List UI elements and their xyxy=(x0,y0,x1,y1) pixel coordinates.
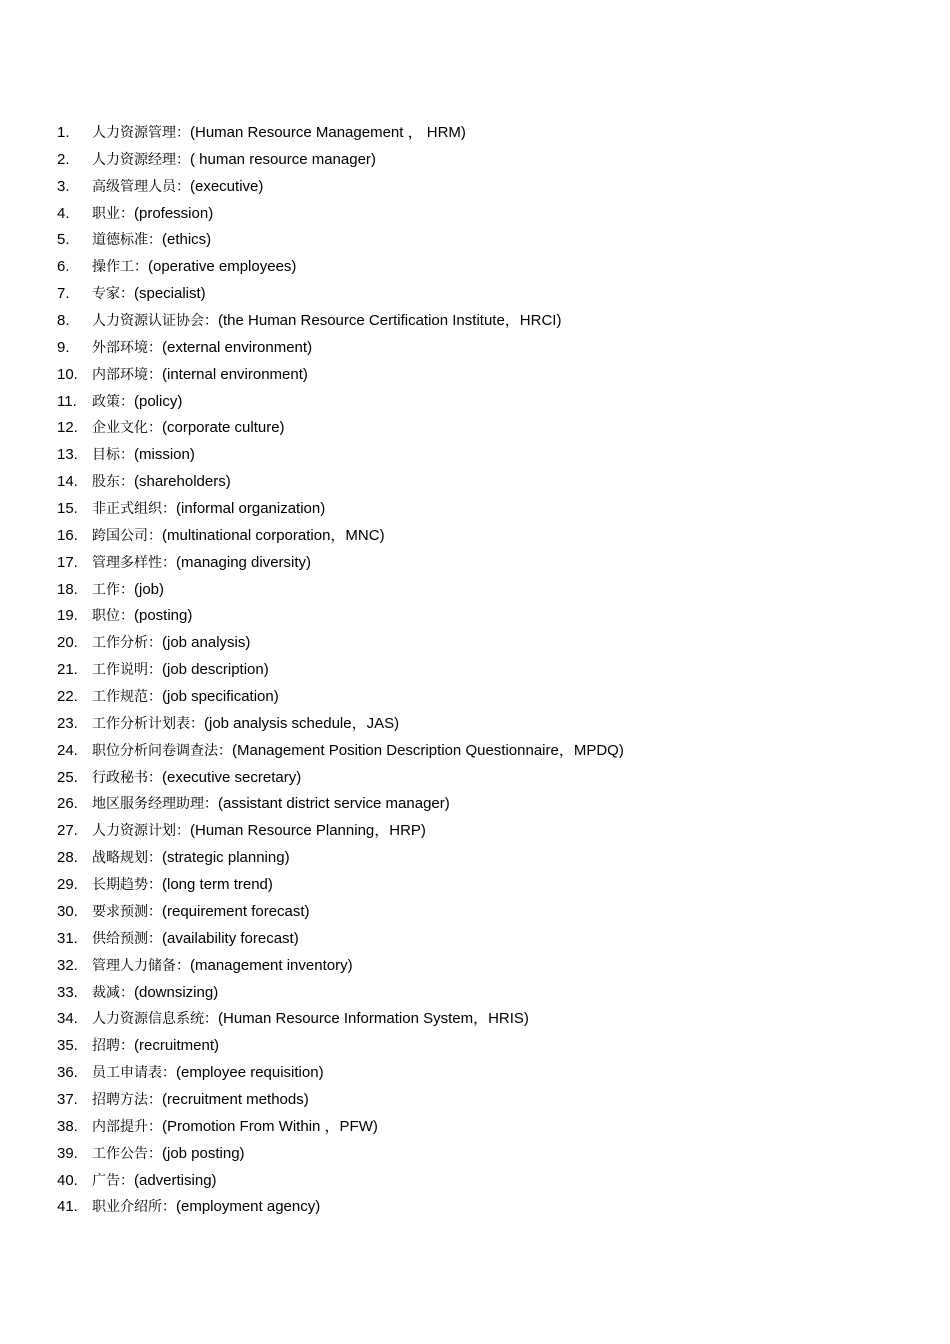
english-term: (job) xyxy=(134,580,165,598)
english-term: (informal organization) xyxy=(176,500,326,518)
english-term: (job posting) xyxy=(162,1144,245,1162)
english-term: (job specification) xyxy=(162,688,279,706)
list-item xyxy=(57,227,917,254)
item-number: 28. xyxy=(57,849,78,867)
chinese-term: 工作： xyxy=(92,581,134,598)
list-item xyxy=(57,335,917,362)
chinese-term: 人力资源管理： xyxy=(92,125,190,141)
chinese-term: 专家： xyxy=(92,286,134,303)
list-item xyxy=(57,1168,917,1195)
chinese-term: 广告： xyxy=(92,1172,134,1189)
english-term: (Human Resource Planning，HRP) xyxy=(190,822,426,840)
chinese-term: 内部环境： xyxy=(92,366,162,383)
item-number: 9. xyxy=(57,338,70,356)
chinese-term: 招聘： xyxy=(92,1038,134,1055)
item-number: 32. xyxy=(57,956,78,974)
list-item xyxy=(57,711,917,738)
english-term: (executive) xyxy=(190,177,264,195)
english-term: (Promotion From Within ，PFW) xyxy=(162,1117,378,1135)
list-item xyxy=(57,738,917,765)
item-number: 33. xyxy=(57,983,78,1001)
list-item xyxy=(57,818,917,845)
english-term: (strategic planning) xyxy=(162,849,290,867)
list-item xyxy=(57,415,917,442)
chinese-term: 工作分析： xyxy=(92,635,162,652)
chinese-term: 政策： xyxy=(92,393,134,410)
item-number: 35. xyxy=(57,1037,78,1055)
english-term: (internal environment) xyxy=(162,365,308,383)
list-item xyxy=(57,845,917,872)
chinese-term: 职业： xyxy=(92,205,134,222)
chinese-term: 地区服务经理助理： xyxy=(92,796,218,813)
english-term: (managing diversity) xyxy=(176,553,312,571)
chinese-term: 高级管理人员： xyxy=(92,178,190,195)
chinese-term: 管理多样性： xyxy=(92,554,176,571)
item-number: 19. xyxy=(57,607,78,625)
chinese-term: 人力资源认证协会： xyxy=(92,313,218,330)
item-number: 39. xyxy=(57,1144,78,1162)
chinese-term: 企业文化： xyxy=(92,420,162,437)
list-item xyxy=(57,550,917,577)
item-number: 12. xyxy=(57,419,78,437)
english-term: (operative employees) xyxy=(148,258,297,276)
item-number: 27. xyxy=(57,822,78,840)
item-number: 41. xyxy=(57,1198,78,1216)
chinese-term: 工作公告： xyxy=(92,1145,162,1162)
list-item xyxy=(57,872,917,899)
english-term: (external environment) xyxy=(162,338,313,356)
chinese-term: 职业介绍所： xyxy=(92,1199,176,1216)
item-number: 22. xyxy=(57,688,78,706)
english-term: (employee requisition) xyxy=(176,1064,324,1082)
chinese-term: 人力资源计划： xyxy=(92,823,190,840)
list-item xyxy=(57,603,917,630)
chinese-term: 裁减： xyxy=(92,984,134,1001)
english-term: (downsizing) xyxy=(134,983,219,1001)
english-term: (policy) xyxy=(134,392,183,410)
english-term: (requirement forecast) xyxy=(162,902,310,920)
chinese-term: 行政秘书： xyxy=(92,769,162,786)
list-item xyxy=(57,1060,917,1087)
list-item xyxy=(57,1033,917,1060)
chinese-term: 要求预测： xyxy=(92,903,162,920)
item-number: 18. xyxy=(57,580,78,598)
list-item xyxy=(57,926,917,953)
chinese-term: 人力资源经理： xyxy=(92,151,190,168)
chinese-term: 战略规划： xyxy=(92,850,162,867)
english-term: (availability forecast) xyxy=(162,929,299,947)
list-item xyxy=(57,147,917,174)
list-item xyxy=(57,389,917,416)
list-item xyxy=(57,469,917,496)
item-number: 17. xyxy=(57,553,78,571)
list-item xyxy=(57,120,917,147)
chinese-term: 道德标准： xyxy=(92,232,162,249)
english-term: (Human Resource Management ， HRM) xyxy=(190,124,466,141)
chinese-term: 管理人力储备： xyxy=(92,957,190,974)
item-number: 31. xyxy=(57,929,78,947)
list-item xyxy=(57,201,917,228)
item-number: 36. xyxy=(57,1064,78,1082)
english-term: (job analysis) xyxy=(162,634,251,652)
english-term: (profession) xyxy=(134,204,214,222)
list-item xyxy=(57,684,917,711)
english-term: (management inventory) xyxy=(190,956,353,974)
chinese-term: 外部环境： xyxy=(92,339,162,356)
item-number: 26. xyxy=(57,795,78,813)
english-term: (Human Resource Information System，HRIS) xyxy=(218,1010,529,1028)
item-number: 1. xyxy=(57,124,70,141)
english-term: (recruitment methods) xyxy=(162,1090,309,1108)
english-term: (the Human Resource Certification Institute，HRCI) xyxy=(218,312,562,330)
chinese-term: 操作工： xyxy=(92,259,148,276)
list-item xyxy=(57,442,917,469)
list-item xyxy=(57,1194,917,1221)
english-term: (recruitment) xyxy=(134,1037,220,1055)
chinese-term: 目标： xyxy=(92,447,134,464)
chinese-term: 工作说明： xyxy=(92,662,162,679)
english-term: (specialist) xyxy=(134,285,206,303)
item-number: 8. xyxy=(57,312,70,330)
item-number: 21. xyxy=(57,661,78,679)
english-term: (long term trend) xyxy=(162,876,273,894)
term-list xyxy=(57,120,917,1221)
item-number: 11. xyxy=(57,392,77,410)
item-number: 23. xyxy=(57,714,78,732)
item-number: 29. xyxy=(57,876,78,894)
chinese-term: 跨国公司： xyxy=(92,527,162,544)
item-number: 40. xyxy=(57,1171,78,1189)
item-number: 15. xyxy=(57,500,78,518)
chinese-term: 工作规范： xyxy=(92,689,162,706)
english-term: (assistant district service manager) xyxy=(218,795,450,813)
list-item xyxy=(57,791,917,818)
item-number: 30. xyxy=(57,902,78,920)
chinese-term: 工作分析计划表： xyxy=(92,715,204,732)
chinese-term: 职位： xyxy=(92,608,134,625)
list-item xyxy=(57,308,917,335)
item-number: 7. xyxy=(57,285,70,303)
item-number: 34. xyxy=(57,1010,78,1028)
list-item xyxy=(57,496,917,523)
item-number: 2. xyxy=(57,150,70,168)
item-number: 37. xyxy=(57,1090,78,1108)
english-term: (shareholders) xyxy=(134,473,231,491)
item-number: 38. xyxy=(57,1117,78,1135)
item-number: 14. xyxy=(57,473,78,491)
list-item xyxy=(57,281,917,308)
list-item xyxy=(57,362,917,389)
item-number: 25. xyxy=(57,768,78,786)
english-term: (corporate culture) xyxy=(162,419,285,437)
list-item xyxy=(57,1141,917,1168)
item-number: 20. xyxy=(57,634,78,652)
english-term: (executive secretary) xyxy=(162,768,302,786)
chinese-term: 员工申请表： xyxy=(92,1065,176,1082)
item-number: 4. xyxy=(57,204,70,222)
english-term: (posting) xyxy=(134,607,193,625)
english-term: (advertising) xyxy=(134,1171,217,1189)
list-item xyxy=(57,1114,917,1141)
list-item xyxy=(57,1006,917,1033)
list-item xyxy=(57,577,917,604)
item-number: 16. xyxy=(57,526,78,544)
list-item xyxy=(57,765,917,792)
english-term: (ethics) xyxy=(162,231,212,249)
list-item xyxy=(57,523,917,550)
english-term: ( human resource manager) xyxy=(190,150,376,168)
item-number: 3. xyxy=(57,177,70,195)
chinese-term: 招聘方法： xyxy=(92,1091,162,1108)
list-item xyxy=(57,657,917,684)
english-term: (job description) xyxy=(162,661,269,679)
list-item xyxy=(57,174,917,201)
item-number: 13. xyxy=(57,446,78,464)
english-term: (Management Position Description Questionnaire，MPDQ) xyxy=(232,741,624,759)
item-number: 10. xyxy=(57,365,78,383)
list-item xyxy=(57,1087,917,1114)
list-item xyxy=(57,630,917,657)
chinese-term: 股东： xyxy=(92,474,134,491)
list-item xyxy=(57,254,917,281)
chinese-term: 职位分析问卷调查法： xyxy=(92,742,232,759)
item-number: 5. xyxy=(57,231,70,249)
chinese-term: 长期趋势： xyxy=(92,877,162,894)
list-item xyxy=(57,980,917,1007)
english-term: (employment agency) xyxy=(176,1198,321,1216)
chinese-term: 供给预测： xyxy=(92,930,162,947)
chinese-term: 非正式组织： xyxy=(92,501,176,518)
chinese-term: 内部提升： xyxy=(92,1118,162,1135)
item-number: 6. xyxy=(57,258,70,276)
list-item xyxy=(57,899,917,926)
english-term: (multinational corporation，MNC) xyxy=(162,526,385,544)
english-term: (job analysis schedule，JAS) xyxy=(204,714,400,732)
chinese-term: 人力资源信息系统： xyxy=(92,1011,218,1028)
english-term: (mission) xyxy=(134,446,195,464)
item-number: 24. xyxy=(57,741,78,759)
list-item xyxy=(57,953,917,980)
